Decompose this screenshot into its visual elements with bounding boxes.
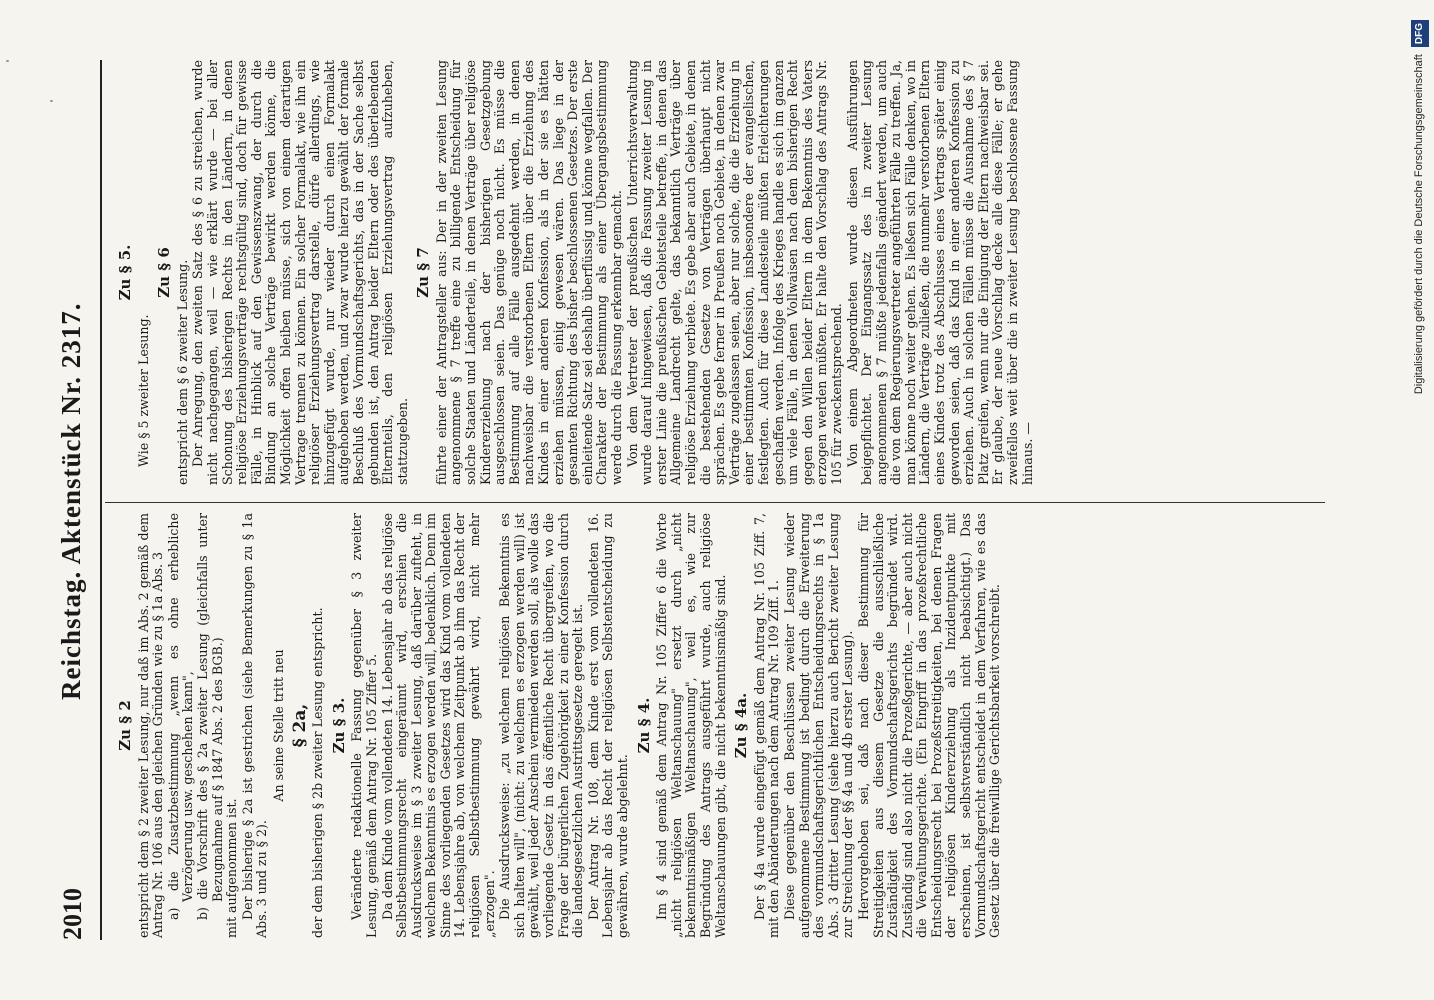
- paragraph: der dem bisherigen § 2b zweiter Lesung entspricht.: [310, 607, 326, 938]
- section-heading-s2: Zu § 2: [116, 700, 134, 751]
- digitization-credit: [1410, 20, 1428, 980]
- paragraph: Veränderte redaktionelle Fassung gegenüber § 3 zweiter Lesung, gemäß dem Antrag Nr. 105 Ziffer 5.: [349, 513, 379, 938]
- paragraph: führte einer der Antragsteller aus: Der in der zweiten Lesung angenommene § 7 treffe eine zu billigende Entscheidung für solche Staaten und Länderteile, in denen Verträge über religiöse Kindererziehung nach der bisherigen Gesetzgebung ausgeschlossen seien. Das genüge noch nicht. Es müsse die Bestimmung auf alle Fälle ausgedehnt werden, in denen nachweisbar die verstorbenen Eltern über die Erziehung des Kindes in einer anderen Konfession, als in der sie es hätten erziehen müssen, einig gewesen wären. Das liege in der gesamten Richtung des bisher beschlossenen Gesetzes. Der erste einleitende Satz sei deshalb überflüssig und könne wegfallen. Der Charakter der Bestimmung als einer Übergangsbestimmung werde durch die Fassung erkennbar gemacht.: [433, 60, 624, 485]
- paragraph: mit aufgenommen ist.: [224, 798, 240, 938]
- paragraph: Diese gegenüber den Beschlüssen zweiter Lesung wieder aufgenommene Bestimmung ist bedingt durch die Erweiterung des vormundschaftsgerichtlichen Entscheidungsrechts in § 1a Abs. 3 dritter Lesung (siehe hierzu auch Bericht zweiter Lesung zur Streichung der §§ 4a und 4b erster Lesung).: [781, 513, 856, 938]
- section-heading-s4: Zu § 4.: [634, 697, 653, 754]
- left-column: [112, 513, 1004, 938]
- paragraph: Von dem Vertreter der preußischen Unterrichtsverwaltung wurde darauf hingewiesen, daß die Fassung zweiter Lesung in erster Linie die preußischen Gebietsteile betreffe, in denen das Allgemeine Landrecht gelte, das bekanntlich Verträge über religiöse Erziehung verbiete. Es gebe aber auch Gebiete, in denen die bestehenden Gesetze von Verträgen überhaupt nicht sprächen. Es gebe ferner in Preußen noch Gebiete, in denen zwar Verträge zugelassen seien, aber nur solche, die die Erziehung in einer bestimmten Konfession, insbesondere der evangelischen, festlegten. Auch für diese Landesteile müßten Erleichterungen geschaffen werden. Infolge des Krieges handle es sich im ganzen um viele Fälle, in denen Vollwaisen nach dem bisherigen Recht gegen den Willen beider Eltern in dem Bekenntnis des Vaters erzogen werden müßten. Er halte den Vorschlag des Antrags Nr. 105 für zweckentsprechend.: [624, 60, 844, 485]
- paragraph: Da dem Kinde vom vollendeten 14. Lebensjahr ab das religiöse Selbstbestimmungsrecht eingeräumt wird, erschien die Ausdrucksweise im § 3 zweiter Lesung, daß darüber zufteht, in welchem Bekenntnis es erzogen werden will, bedenklich. Denn im Sinne des vorliegenden Gesetzes wird das Kind vom vollendeten 14. Lebensjahre ab, von welchem Zeitpunkt ab ihm das Recht der religiösen Selbstbestimmung gewährt wird, nicht mehr „erzogen".: [379, 513, 497, 938]
- list-item: b) die Vorschrift des § 2a zweiter Lesung (gleichfalls unter Bezugnahme auf § 1847 Abs. 2 des BGB.): [194, 513, 225, 920]
- list-item: a) die Zusatzbestimmung „wenn es ohne erhebliche Verzögerung usw. geschehen kann",: [165, 513, 196, 920]
- header-rule: [100, 60, 102, 940]
- paragraph: Von einem Abgeordneten wurde diesen Ausführungen beigepflichtet. Der Eingangssatz des in zweiter Lesung angenommenen § 7 müßte jedenfalls geändert werden, um auch die von dem Regierungsvertreter angeführten Fälle zu treffen. Ja, man könne noch weiter gehen. Es ließen sich Fälle denken, wo in Ländern, die Verträge zuließen, die nunmehr verstorbenen Eltern eines Kindes trotz des Abschlusses eines Vertrags später einig geworden seien, daß das Kind in einer anderen Konfession zu erziehen. Auch in solchen Fällen müsse die Ausnahme des § 7 Platz greifen, wenn nur die Einigung der Eltern nachweisbar sei. Er glaube, der neue Vorschlag decke alle diese Fälle; er gehe zweifellos weit über die in zweiter Lesung beschlossene Fassung hinaus. —: [844, 60, 1035, 485]
- page-number: 2010: [58, 888, 87, 940]
- credit-text: Digitalisierung gefördert durch die Deutsche Forschungsgemeinschaft: [1413, 54, 1425, 395]
- running-title: Reichstag. Aktenstück Nr. 2317.: [56, 302, 86, 700]
- column-divider: [105, 502, 1325, 503]
- paragraph: Der § 4a wurde eingefügt gemäß dem Antrag Nr. 105 Ziff. 7, mit den Abänderungen nach dem Antrag Nr. 109 Ziff. 1.: [751, 513, 782, 938]
- section-heading-s4a: Zu § 4a.: [732, 692, 751, 759]
- section-heading-s7: Zu § 7: [414, 247, 433, 298]
- paragraph: Der bisherige § 2a ist gestrichen (siehe Bemerkungen zu § 1a Abs. 3 und zu § 2).: [239, 513, 270, 938]
- right-column: [112, 60, 1036, 485]
- dfg-logo: DFG: [1411, 20, 1429, 47]
- paragraph: Im § 4 sind gemäß dem Antrag Nr. 105 Ziffer 6 die Worte „nicht religiösen Weltanschauung" ersetzt durch „nicht bekenntnismäßigen Weltanschauung", weil es, wie zur Begründung des Antrags ausgeführt wurde, auch religiöse Weltanschauungen gibt, die nicht bekenntnismäßig sind.: [654, 513, 728, 938]
- section-heading-s2a: § 2a,: [289, 703, 310, 748]
- paragraph: entspricht dem § 6 zweiter Lesung.: [174, 259, 190, 485]
- credit-text-wrapper: [1410, 20, 1428, 980]
- paragraph: An seine Stelle tritt neu: [270, 649, 286, 802]
- paragraph: Der Antrag Nr. 108, dem Kinde erst vom vollendeten 16. Lebensjahr ab das Recht der religiösen Selbstentscheidung zu gewähren, wurde abgelehnt.: [585, 513, 630, 938]
- section-heading-s3: Zu § 3.: [329, 697, 348, 754]
- paragraph: Der Anregung, den zweiten Satz des § 6 zu streichen, wurde nicht nachgegangen, weil — wie erklärt wurde — bei aller Schonung des bisherigen Rechts in den Ländern, in denen religiöse Erziehungsverträge rechtsgültig sind, doch für gewisse Fälle, in Hinblick auf den Gewissenszwang, der durch die Bindung an solche Verträge bewirkt werden könne, die Möglichkeit offen bleiben müsse, sich von einem derartigen Vertrage trennen zu können. Ein solcher Formalakt, wie ihn ein religiöser Erziehungsvertrag darstelle, dürfe allerdings, wie hinzugefügt wurde, nur wieder durch einen Formalakt aufgehoben werden, und zwar wurde hierzu gewählt der formale Beschluß des Vormundschaftsgerichts, das in der Sache selbst gebunden ist, den Antrag beider Eltern oder des überlebenden Elternteils, den religiösen Erziehungsvertrag aufzuheben, stattzugeben.: [190, 60, 410, 485]
- section-heading-s5: Zu § 5.: [116, 244, 134, 301]
- paragraph: Die Ausdrucksweise: „zu welchem religiösen Bekenntnis es sich halten will", (nicht: zu welchem es erzogen werden will) ist gewählt, weil jeder Anschein vermieden werden soll, als wolle das vorliegende Gesetz in das öffentliche Recht übergreifen, wo die Frage der bürgerlichen Zugehörigkeit zu einer Konfession durch die landesgesetzlichen Austrittsgesetze geregelt ist.: [497, 513, 586, 938]
- paragraph: Wie § 5 zweiter Lesung.: [135, 314, 151, 467]
- paragraph: Hervorgehoben sei, daß nach dieser Bestimmung für Streitigkeiten aus diesem Gesetze die ausschließliche Zuständigkeit des Vormundschaftsgerichts begründet wird. Zuständig sind also nicht die Prozeßgerichte, — aber auch nicht die Verwaltungsgerichte. (Ein Eingriff in das prozeßrechtliche Entscheidungsrecht bei Prozeßstreitigkeiten, bei denen Fragen der religiösen Kindererziehung als Inzidentpunkte mit erscheinen, ist selbstverständlich nicht beabsichtigt.) Das Vormundschaftsgericht entscheidet in dem Verfahren, wie es das Gesetz über die freiwillige Gerichtsbarkeit vorschreibt.: [855, 513, 1003, 938]
- section-heading-s6: Zu § 6: [155, 247, 174, 298]
- paragraph: entspricht dem § 2 zweiter Lesung, nur daß im Abs. 2 gemäß dem Antrag Nr. 106 aus den gleichen Gründen wie zu § 1a Abs. 3: [135, 513, 166, 938]
- page-header: [56, 60, 96, 940]
